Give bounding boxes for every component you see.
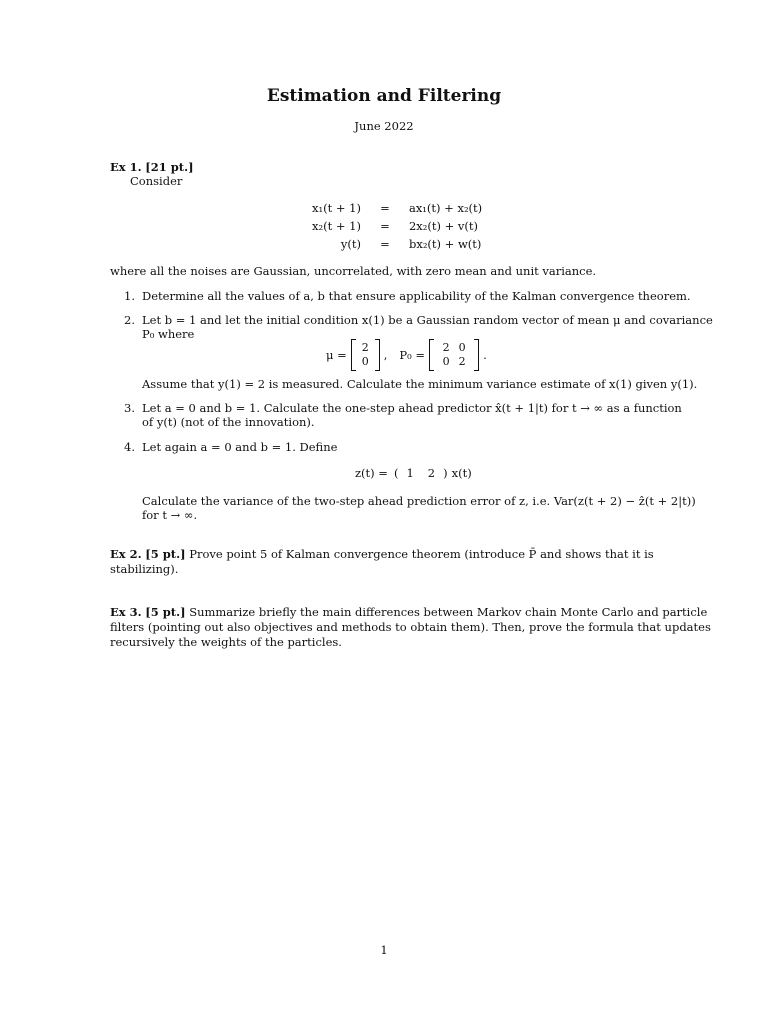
equation-rhs: bx₂(t) + w(t): [408, 237, 482, 251]
period: .: [483, 348, 487, 362]
p0-entry: 2: [458, 355, 466, 368]
p0-entry: 0: [458, 341, 466, 354]
ex3-points: [5 pt.]: [145, 605, 186, 619]
p0-entry: 0: [442, 355, 450, 368]
ex3-line1: [110, 605, 707, 619]
page-number: 1: [380, 943, 388, 957]
mu-p0-definition: [326, 339, 487, 371]
ex1-item-4: [124, 440, 337, 454]
z-row-entry: 2: [427, 466, 436, 480]
ex1-item-3: [124, 401, 682, 415]
ex2-text-line2: stabilizing).: [110, 562, 179, 576]
ex1-header: [110, 160, 194, 174]
ex3-text-line2: filters (pointing out also objectives and methods to obtain them). Then, prove the formula that updates: [110, 620, 711, 634]
item-4-var-line2: for t → ∞.: [142, 508, 198, 522]
p0-entry: 2: [442, 341, 450, 354]
mu-vector: [351, 339, 380, 371]
ex3-text-line3: recursively the weights of the particles.: [110, 635, 342, 649]
ex2-points: [5 pt.]: [145, 547, 186, 561]
p0-matrix: [429, 339, 479, 371]
equation-row: [306, 199, 488, 217]
equation-row: [306, 235, 488, 253]
mu-entry: 0: [361, 355, 369, 368]
ex2-text-line1: Prove point 5 of Kalman convergence theorem (introduce P̄ and shows that it is: [189, 547, 654, 561]
equation-rhs: ax₁(t) + x₂(t): [408, 201, 483, 215]
item-text-line2: of y(t) (not of the innovation).: [142, 415, 315, 429]
equation-op: =: [380, 219, 390, 233]
mu-label: μ =: [326, 348, 347, 362]
ex1-item-1: [124, 289, 691, 303]
right-bracket: [474, 339, 479, 371]
item-number: 1.: [124, 289, 135, 303]
item-text-line2: P₀ where: [142, 327, 195, 341]
ex2-line1: [110, 547, 654, 561]
item-2-assume: Assume that y(1) = 2 is measured. Calculate the minimum variance estimate of x(1) given y(1).: [142, 377, 698, 391]
item-text: Determine all the values of a, b that ensure applicability of the Kalman convergence theorem.: [142, 289, 691, 303]
ex1-item-2: [124, 313, 713, 327]
z-lhs: z(t) =: [355, 466, 388, 480]
mu-entry: 2: [361, 341, 369, 354]
equation-lhs: y(t): [340, 237, 361, 251]
separator-comma: ,: [383, 348, 388, 362]
right-bracket: [375, 339, 380, 371]
document-title: Estimation and Filtering: [266, 86, 502, 106]
z-rhs: x(t): [451, 466, 472, 480]
equation-lhs: x₂(t + 1): [312, 219, 361, 233]
item-number: 3.: [124, 401, 135, 415]
ex2-heading: Ex 2.: [110, 547, 142, 561]
ex1-consider: Consider: [130, 174, 183, 188]
document-date: June 2022: [354, 119, 414, 133]
equation-row: [306, 217, 488, 235]
equation-rhs: 2x₂(t) + v(t): [408, 219, 479, 233]
p0-label: P₀ =: [399, 348, 426, 362]
item-text-line1: Let b = 1 and let the initial condition x(1) be a Gaussian random vector of mean μ and covariance: [142, 313, 713, 327]
equation-op: =: [380, 237, 390, 251]
row-paren-open: (: [393, 466, 399, 480]
item-number: 4.: [124, 440, 135, 454]
ex1-noise-description: where all the noises are Gaussian, uncorrelated, with zero mean and unit variance.: [110, 264, 597, 278]
ex1-system-equations: [306, 199, 488, 253]
item-4-var-line1: Calculate the variance of the two-step ahead prediction error of z, i.e. Var(z(t + 2) − ẑ(t + 2|t)): [142, 494, 696, 508]
equation-lhs: x₁(t + 1): [312, 201, 361, 215]
row-paren-close: ): [443, 466, 448, 480]
z-definition: [355, 466, 472, 480]
item-number: 2.: [124, 313, 135, 327]
ex1-heading: Ex 1.: [110, 160, 142, 174]
item-text-line1: Let again a = 0 and b = 1. Define: [142, 440, 338, 454]
z-row-entry: 1: [406, 466, 414, 480]
ex3-text-line1: Summarize briefly the main differences between Markov chain Monte Carlo and particle: [189, 605, 708, 619]
ex3-heading: Ex 3.: [110, 605, 142, 619]
ex1-points: [21 pt.]: [145, 160, 194, 174]
item-text-line1: Let a = 0 and b = 1. Calculate the one-step ahead predictor x̂(t + 1|t) for t → ∞ as a function: [142, 401, 682, 415]
equation-op: =: [380, 201, 390, 215]
